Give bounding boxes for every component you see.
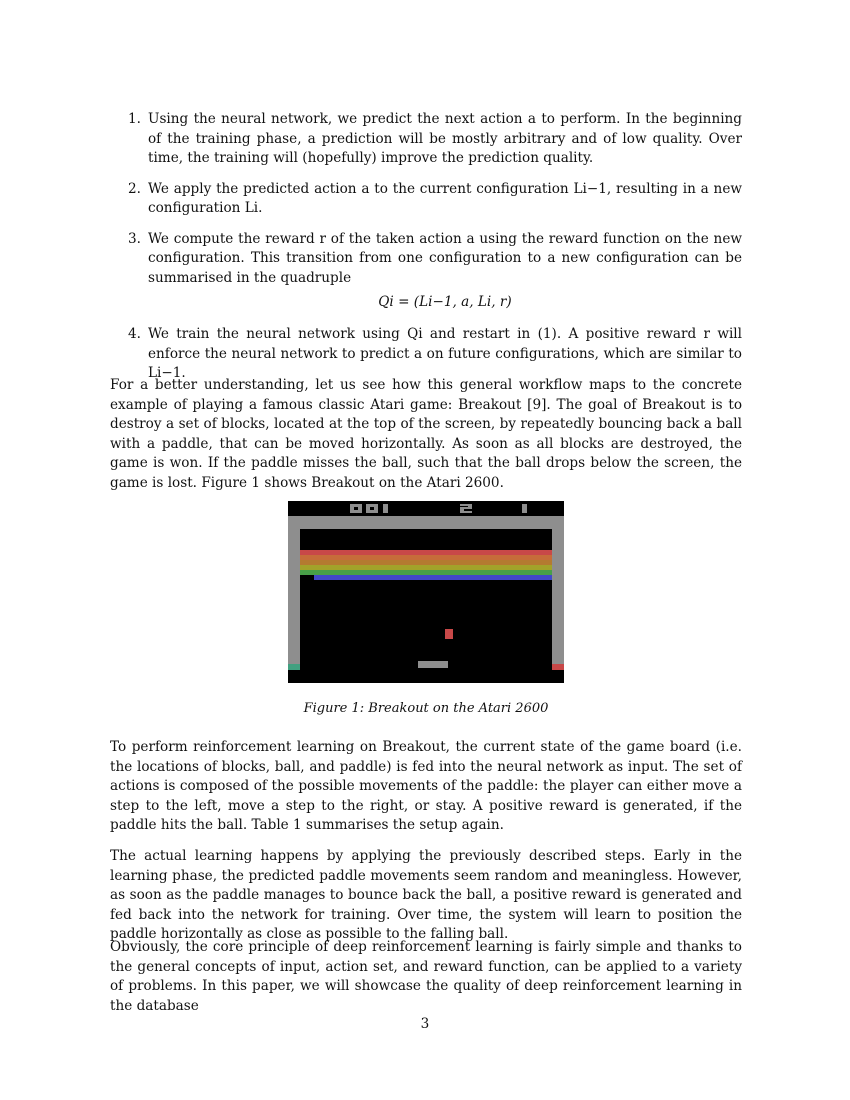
ball	[445, 629, 453, 639]
brick-row	[300, 550, 552, 555]
brick-row	[300, 570, 552, 575]
paragraph-setup: To perform reinforcement learning on Breakout, the current state of the game board (i.e. the locations of blocks, ball, and paddle) is fed into the neural network as input. The set of actions is composed of the possible movements of the paddle: the player can either move a step to the left, move a step to the right, or stay. A positive reward is generated, if the paddle hits the ball. Table 1 summarises the setup again.	[110, 739, 742, 833]
breakout-figure	[288, 501, 564, 683]
brick-row	[314, 575, 552, 580]
breakout-screenshot	[288, 501, 564, 683]
list-item-number: 3.	[128, 230, 141, 247]
quadruple-equation: Qi = (Li−1, a, Li, r)	[378, 294, 512, 310]
right-marker	[552, 664, 564, 670]
figure-caption: Figure 1: Breakout on the Atari 2600	[303, 701, 549, 716]
brick-gap	[300, 575, 314, 580]
list-item-number: 1.	[128, 111, 141, 127]
list-item-text: We train the neural network using Qi and restart in (1). A positive reward r will enforce the neural network to predict a on future configurations, which are similar to Li−1.	[148, 326, 742, 381]
list-item-number: 2.	[128, 180, 141, 197]
list-item	[110, 110, 742, 169]
paddle	[418, 661, 448, 668]
right-wall	[552, 516, 564, 670]
list-item-text: Using the neural network, we predict the next action a to perform. In the beginning of the training phase, a prediction will be mostly arbitrary and of low quality. Over time, the training will (hopefully) improve the prediction quality.	[148, 111, 742, 166]
brick-row	[300, 565, 552, 570]
left-wall	[288, 516, 300, 670]
top-wall	[288, 516, 564, 529]
list-item-number: 4.	[128, 326, 141, 342]
paragraph-learning: The actual learning happens by applying the previously described steps. Early in the learning phase, the predicted paddle movements seem random and meaningless. However, as soon as the paddle manages to bounce back the ball, a positive reward is generated and fed back into the network for training. Over time, the system will learn to position the paddle horizontally as close as possible to the falling ball.	[110, 848, 742, 942]
paragraph-conclusion: Obviously, the core principle of deep reinforcement learning is fairly simple and thanks to the general concepts of input, action set, and reward function, can be applied to a variety of problems. In this paper, we will showcase the quality of deep reinforcement learning in the database	[110, 939, 742, 1014]
page-number: 3	[420, 1016, 430, 1032]
brick-row	[300, 555, 552, 560]
workflow-steps-list	[110, 110, 742, 395]
list-item	[110, 230, 742, 315]
brick-row	[300, 560, 552, 565]
list-item-text: We apply the predicted action a to the current configuration Li−1, resulting in a new configuration Li.	[148, 180, 742, 216]
list-item	[110, 180, 742, 219]
paragraph-intro: For a better understanding, let us see how this general workflow maps to the concrete example of playing a famous classic Atari game: Breakout [9]. The goal of Breakout is to destroy a set of blocks, located at the top of the screen, by repeatedly bouncing back a ball with a paddle, that can be moved horizontally. As soon as all blocks are destroyed, the game is won. If the paddle misses the ball, such that the ball drops below the screen, the game is lost. Figure 1 shows Breakout on the Atari 2600.	[110, 377, 742, 491]
list-item	[110, 325, 742, 384]
left-marker	[288, 664, 300, 670]
list-item-text: We compute the reward r of the taken action a using the reward function on the new configuration. This transition from one configuration to a new configuration can be summarised in the quadruple	[148, 230, 742, 286]
